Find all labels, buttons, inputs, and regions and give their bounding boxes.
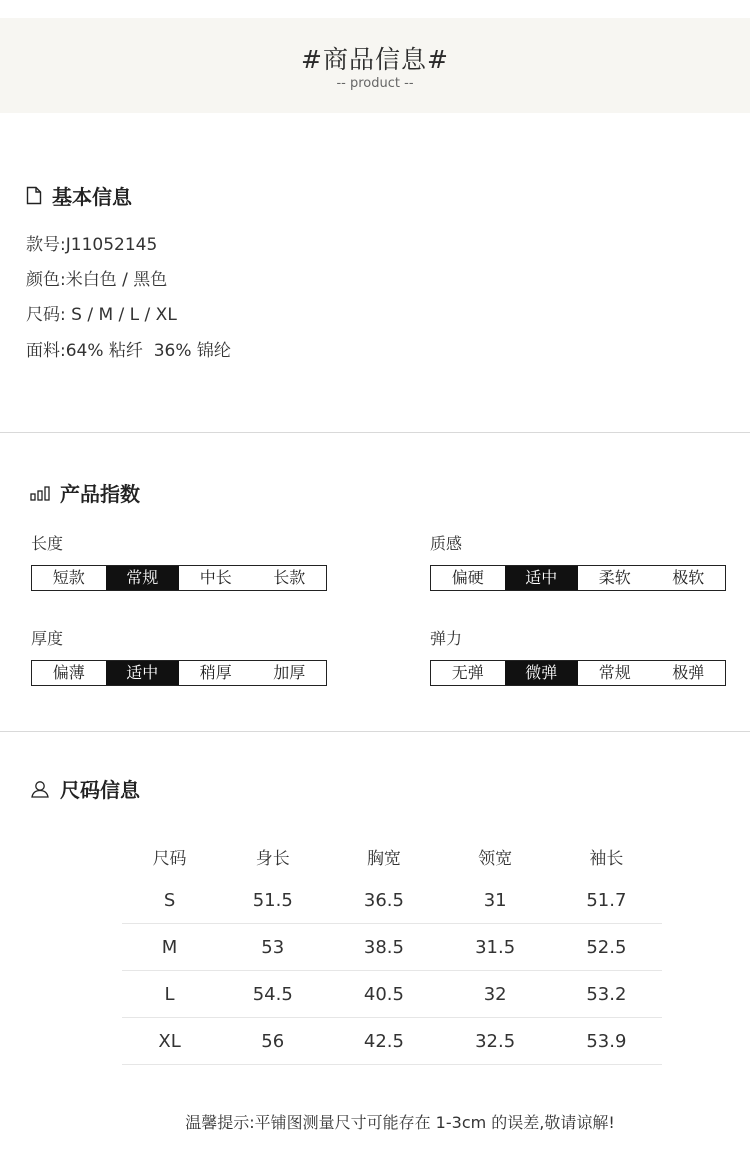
measurement-note: 温馨提示:平铺图测量尺寸可能存在 1-3cm 的误差,敬请谅解! — [185, 1113, 615, 1132]
page-subtitle: -- product -- — [336, 76, 414, 91]
texture-label: 质感 — [430, 534, 463, 553]
info-style-no — [26, 230, 157, 255]
info-label: 颜色: — [26, 270, 66, 290]
table-cell: XL — [122, 1018, 217, 1065]
length-option: 中长 — [199, 568, 232, 587]
product-index-heading — [30, 478, 140, 507]
info-value: 米白色 / 黑色 — [65, 270, 168, 290]
size-column-header: 袖长 — [589, 848, 624, 869]
info-value: J11052145 — [65, 235, 158, 255]
thickness-scale — [31, 660, 327, 686]
info-label: 款号: — [26, 235, 66, 255]
info-label: 面料: — [26, 341, 66, 361]
info-value: 64% 粘纤 36% 锦纶 — [65, 341, 231, 361]
person-icon — [30, 780, 50, 798]
size-column-header: 领宽 — [478, 848, 513, 869]
thickness-option: 适中 — [106, 661, 180, 685]
table-cell: 53 — [217, 924, 328, 971]
elasticity-option: 微弹 — [505, 661, 579, 685]
header-banner — [0, 18, 750, 113]
size-info-heading — [30, 774, 140, 803]
length-label: 长度 — [31, 534, 64, 553]
elasticity-option: 极弹 — [672, 663, 705, 682]
size-column-header: 尺码 — [152, 848, 187, 869]
info-fabric — [26, 336, 231, 361]
thickness-option: 加厚 — [273, 663, 306, 682]
table-cell: M — [122, 924, 217, 971]
basic-info-title: 基本信息 — [52, 185, 132, 209]
table-row — [122, 877, 662, 924]
size-column-header: 胸宽 — [366, 848, 401, 869]
texture-scale — [430, 565, 726, 591]
elasticity-scale — [430, 660, 726, 686]
table-cell: 31 — [440, 877, 551, 924]
info-color — [26, 265, 167, 290]
length-option: 常规 — [106, 566, 180, 590]
table-cell: 53.9 — [551, 1018, 662, 1065]
section-divider — [0, 731, 750, 732]
size-info-title: 尺码信息 — [60, 778, 140, 802]
table-cell: 53.2 — [551, 971, 662, 1018]
table-cell: S — [122, 877, 217, 924]
texture-option: 极软 — [672, 568, 705, 587]
length-option: 短款 — [52, 568, 85, 587]
elasticity-label: 弹力 — [430, 629, 463, 648]
table-cell: 54.5 — [217, 971, 328, 1018]
document-icon — [26, 186, 42, 205]
thickness-label: 厚度 — [31, 629, 64, 648]
table-cell: 36.5 — [328, 877, 439, 924]
table-cell: 40.5 — [328, 971, 439, 1018]
size-table-header — [122, 835, 662, 877]
texture-option: 柔软 — [598, 568, 631, 587]
section-divider — [0, 432, 750, 433]
table-cell: 56 — [217, 1018, 328, 1065]
table-row — [122, 924, 662, 971]
table-row — [122, 971, 662, 1018]
thickness-option: 稍厚 — [199, 663, 232, 682]
table-cell: 52.5 — [551, 924, 662, 971]
elasticity-option: 常规 — [598, 663, 631, 682]
table-row — [122, 1018, 662, 1065]
bar-chart-icon — [30, 485, 50, 501]
thickness-option: 偏薄 — [52, 663, 85, 682]
table-cell: 51.5 — [217, 877, 328, 924]
table-cell: 32 — [440, 971, 551, 1018]
elasticity-option: 无弹 — [451, 663, 484, 682]
length-scale — [31, 565, 327, 591]
size-table — [122, 835, 662, 1065]
page-title: #商品信息# — [301, 45, 449, 74]
length-option: 长款 — [273, 568, 306, 587]
basic-info-heading — [26, 181, 132, 210]
table-cell: 42.5 — [328, 1018, 439, 1065]
info-value: S / M / L / XL — [65, 305, 177, 325]
table-cell: 51.7 — [551, 877, 662, 924]
info-label: 尺码: — [26, 305, 66, 325]
texture-option: 偏硬 — [451, 568, 484, 587]
table-cell: 32.5 — [440, 1018, 551, 1065]
info-size — [26, 300, 177, 325]
product-index-title: 产品指数 — [60, 482, 140, 506]
table-cell: 31.5 — [440, 924, 551, 971]
size-column-header: 身长 — [255, 848, 290, 869]
table-cell: 38.5 — [328, 924, 439, 971]
texture-option: 适中 — [505, 566, 579, 590]
table-cell: L — [122, 971, 217, 1018]
